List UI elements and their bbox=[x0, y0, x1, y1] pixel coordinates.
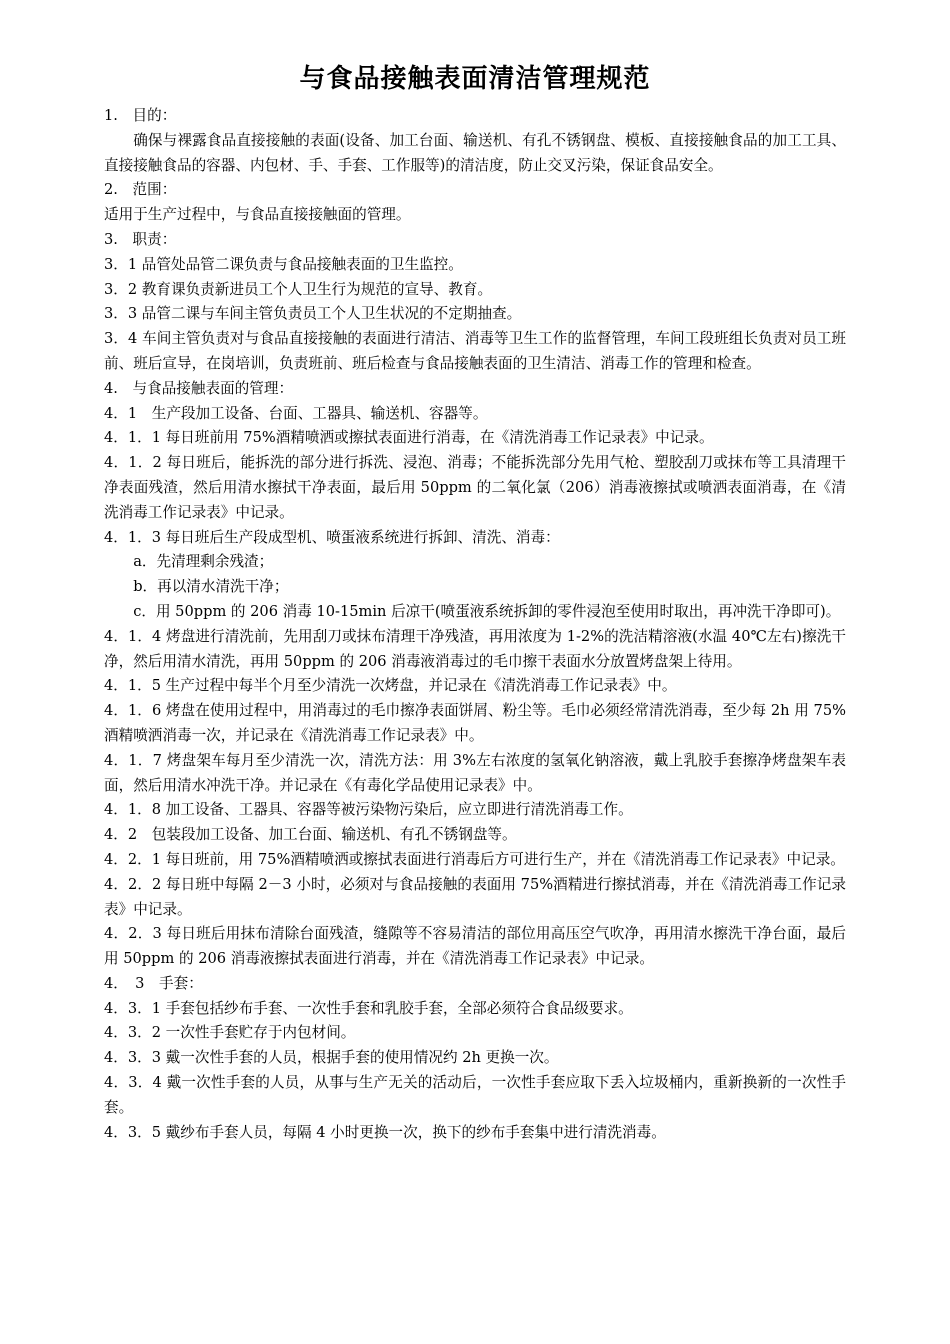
body-paragraph: 适用于生产过程中，与食品直接接触面的管理。 bbox=[104, 206, 411, 224]
document-title: 与食品接触表面清洁管理规范 bbox=[299, 64, 651, 94]
clause: 4．3．1 手套包括纱布手套、一次性手套和乳胶手套，全部必须符合食品级要求。 bbox=[104, 999, 633, 1017]
clause: 4．3．5 戴纱布手套人员，每隔 4 小时更换一次，换下的纱布手套集中进行清洗消毒。 bbox=[104, 1123, 666, 1141]
clause: 4．2．3 每日班后用抹布清除台面残渣，缝隙等不容易清洁的部位用高压空气吹净，再用清水擦洗干净台面，最后用 50ppm 的 206 消毒液擦拭表面进行消毒，并在《清洗消毒工作记录表》中记录。 bbox=[104, 925, 846, 968]
list-item: a．先清理剩余残渣； bbox=[133, 553, 274, 571]
clause: 4．3．4 戴一次性手套的人员，从事与生产无关的活动后，一次性手套应取下丢入垃圾桶内，重新换新的一次性手套。 bbox=[104, 1074, 846, 1116]
section-heading: 2. 范围： bbox=[104, 181, 177, 199]
subsection-heading: 4．1 生产段加工设备、台面、工器具、输送机、容器等。 bbox=[104, 404, 488, 422]
clause: 4．1．2 每日班后，能拆洗的部分进行拆洗、浸泡、消毒；不能拆洗部分先用气枪、塑胶刮刀或抹布等工具清理干净表面残渣，然后用清水擦拭干净表面，最后用 50ppm 的二氧化氯（206）消毒液擦拭或喷洒表面消毒，在《清洗消毒工作记录表》中记录。 bbox=[104, 454, 846, 521]
clause: 4．1．6 烤盘在使用过程中，用消毒过的毛巾擦净表面饼屑、粉尘等。毛巾必须经常清洗消毒，至少每 2h 用 75%酒精喷洒消毒一次，并记录在《清洗消毒工作记录表》中。 bbox=[104, 702, 846, 744]
clause: 4．1．8 加工设备、工器具、容器等被污染物污染后，应立即进行清洗消毒工作。 bbox=[104, 801, 633, 819]
subsection-heading: 4．2 包装段加工设备、加工台面、输送机、有孔不锈钢盘等。 bbox=[104, 826, 517, 844]
document-body bbox=[104, 104, 846, 1145]
clause: 4．3．2 一次性手套贮存于内包材间。 bbox=[104, 1024, 356, 1042]
clause: 4．1．7 烤盘架车每月至少清洗一次，清洗方法：用 3%左右浓度的氢氧化钠溶液，戴上乳胶手套擦净烤盘架车表面，然后用清水冲洗干净。并记录在《有毒化学品使用记录表》中。 bbox=[104, 751, 846, 794]
section-heading: 4. 与食品接触表面的管理： bbox=[104, 379, 294, 397]
list-item: c．用 50ppm 的 206 消毒 10-15min 后凉干(喷蛋液系统拆卸的零件浸泡至使用时取出，再冲洗干净即可)。 bbox=[133, 602, 841, 620]
clause: 3．3 品管二课与车间主管负责员工个人卫生状况的不定期抽查。 bbox=[104, 305, 522, 323]
section-heading: 3. 职责： bbox=[104, 230, 177, 248]
clause: 3．1 品管处品管二课负责与食品接触表面的卫生监控。 bbox=[104, 255, 463, 273]
section-heading: 1. 目的： bbox=[104, 107, 177, 124]
list-item: b．再以清水清洗干净； bbox=[133, 578, 289, 596]
clause: 4．1．3 每日班后生产段成型机、喷蛋液系统进行拆卸、清洗、消毒： bbox=[104, 528, 560, 546]
clause: 3．2 教育课负责新进员工个人卫生行为规范的宣导、教育。 bbox=[104, 280, 493, 298]
clause: 4．1．5 生产过程中每半个月至少清洗一次烤盘，并记录在《清洗消毒工作记录表》中。 bbox=[104, 677, 677, 695]
subsection-heading: 4． 3 手套： bbox=[104, 974, 203, 992]
clause: 4．1．1 每日班前用 75%酒精喷洒或擦拭表面进行消毒，在《清洗消毒工作记录表》中记录。 bbox=[104, 429, 714, 447]
clause: 4．3．3 戴一次性手套的人员，根据手套的使用情况约 2h 更换一次。 bbox=[104, 1049, 559, 1067]
body-paragraph: 确保与裸露食品直接接触的表面(设备、加工台面、输送机、有孔不锈钢盘、模板、直接接触食品的加工工具、直接接触食品的容器、内包材、手、手套、工作服等)的清洁度，防止交叉污染，保证食品安全。 bbox=[104, 131, 846, 174]
clause: 4．2．1 每日班前，用 75%酒精喷洒或擦拭表面进行消毒后方可进行生产，并在《清洗消毒工作记录表》中记录。 bbox=[104, 850, 845, 868]
clause: 4．2．2 每日班中每隔 2－3 小时，必须对与食品接触的表面用 75%酒精进行擦拭消毒，并在《清洗消毒工作记录表》中记录。 bbox=[104, 875, 846, 918]
clause: 4．1．4 烤盘进行清洗前，先用刮刀或抹布清理干净残渣，再用浓度为 1-2%的洗洁精溶液(水温 40℃左右)擦洗干净，然后用清水清洗，再用 50ppm 的 206 消毒液消毒过的毛巾擦干表面水分放置烤盘架上待用。 bbox=[104, 627, 846, 670]
clause: 3．4 车间主管负责对与食品直接接触的表面进行清洁、消毒等卫生工作的监督管理，车间工段班组长负责对员工班前、班后宣导，在岗培训，负责班前、班后检查与食品接触表面的卫生清洁、消毒工作的管理和检查。 bbox=[104, 330, 846, 372]
